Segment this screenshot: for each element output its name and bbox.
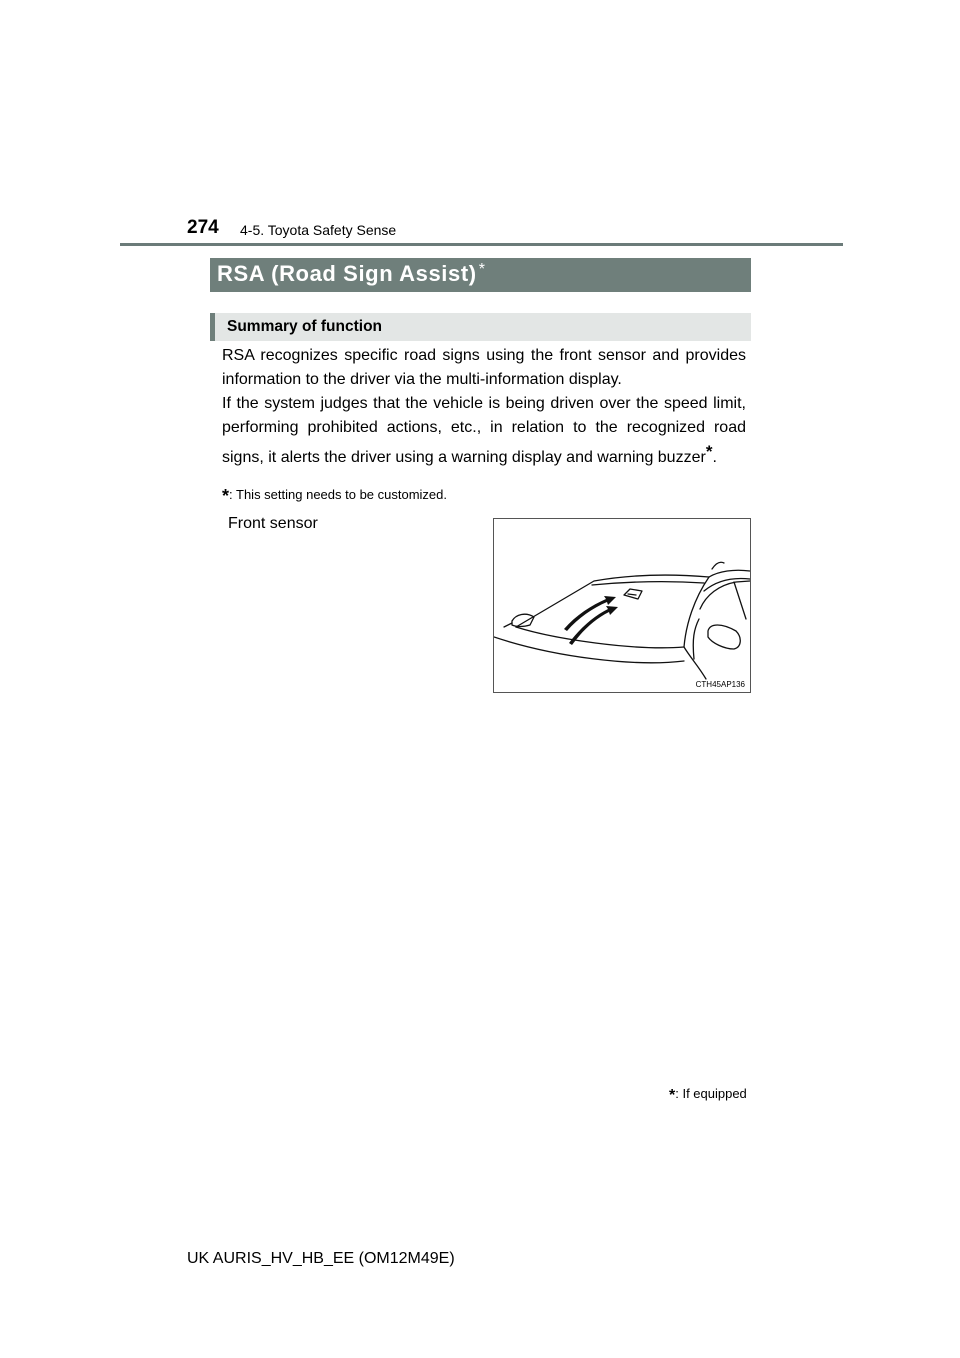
b-pillar — [734, 582, 746, 619]
if-equipped-text: : If equipped — [675, 1086, 747, 1101]
footnote — [222, 486, 447, 507]
fender-line — [684, 647, 706, 679]
section-title-text: RSA (Road Sign Assist) — [217, 261, 477, 286]
door-edge — [693, 619, 699, 659]
arrow-lower — [569, 606, 618, 645]
equipped-marker-icon: * — [478, 261, 486, 278]
front-sensor-lens — [628, 594, 636, 595]
antenna — [712, 562, 724, 569]
roof-line — [709, 570, 750, 577]
paragraph-warning-text: If the system judges that the vehicle is being driven over the speed limit, performing prohibited actions, etc., in relation to the recognized road signs, it alerts the driver using a warning display and warning buzzer — [222, 395, 746, 466]
paragraph-warning-end: . — [712, 449, 717, 466]
footnote-text: : This setting needs to be customized. — [229, 487, 448, 502]
side-mirror-right — [708, 625, 740, 649]
paragraph-warning — [222, 392, 746, 470]
side-window — [700, 581, 750, 609]
front-sensor-illustration — [493, 518, 751, 693]
hood-line — [494, 637, 684, 663]
if-equipped-note — [669, 1086, 747, 1105]
side-mirror-left — [512, 614, 534, 626]
headliner-line — [592, 582, 704, 585]
subheading: Summary of function — [227, 318, 383, 335]
section-title — [217, 261, 486, 287]
section-reference: 4-5. Toyota Safety Sense — [240, 222, 397, 238]
subheading-bar — [210, 313, 751, 341]
paragraph-summary: RSA recognizes specific road signs using the front sensor and provides information to the driver via the multi-information display. — [222, 347, 746, 388]
windshield-drawing — [494, 519, 750, 692]
page-number: 274 — [187, 217, 219, 238]
windshield-bottom — [516, 627, 684, 648]
footnote-marker-icon: * — [222, 486, 230, 506]
figure-code: CTH45AP136 — [695, 680, 745, 689]
arrow-upper — [564, 596, 616, 631]
pointer-arrows — [564, 596, 618, 645]
figure-caption: Front sensor — [228, 515, 318, 532]
document-code: UK AURIS_HV_HB_EE (OM12M49E) — [187, 1250, 455, 1267]
equipped-note-marker-icon: * — [669, 1087, 676, 1104]
a-pillar — [684, 577, 709, 647]
mirror-stem-left — [504, 623, 512, 627]
section-title-bar — [210, 258, 751, 292]
header-divider — [120, 243, 843, 246]
customize-marker-icon: * — [705, 442, 713, 461]
